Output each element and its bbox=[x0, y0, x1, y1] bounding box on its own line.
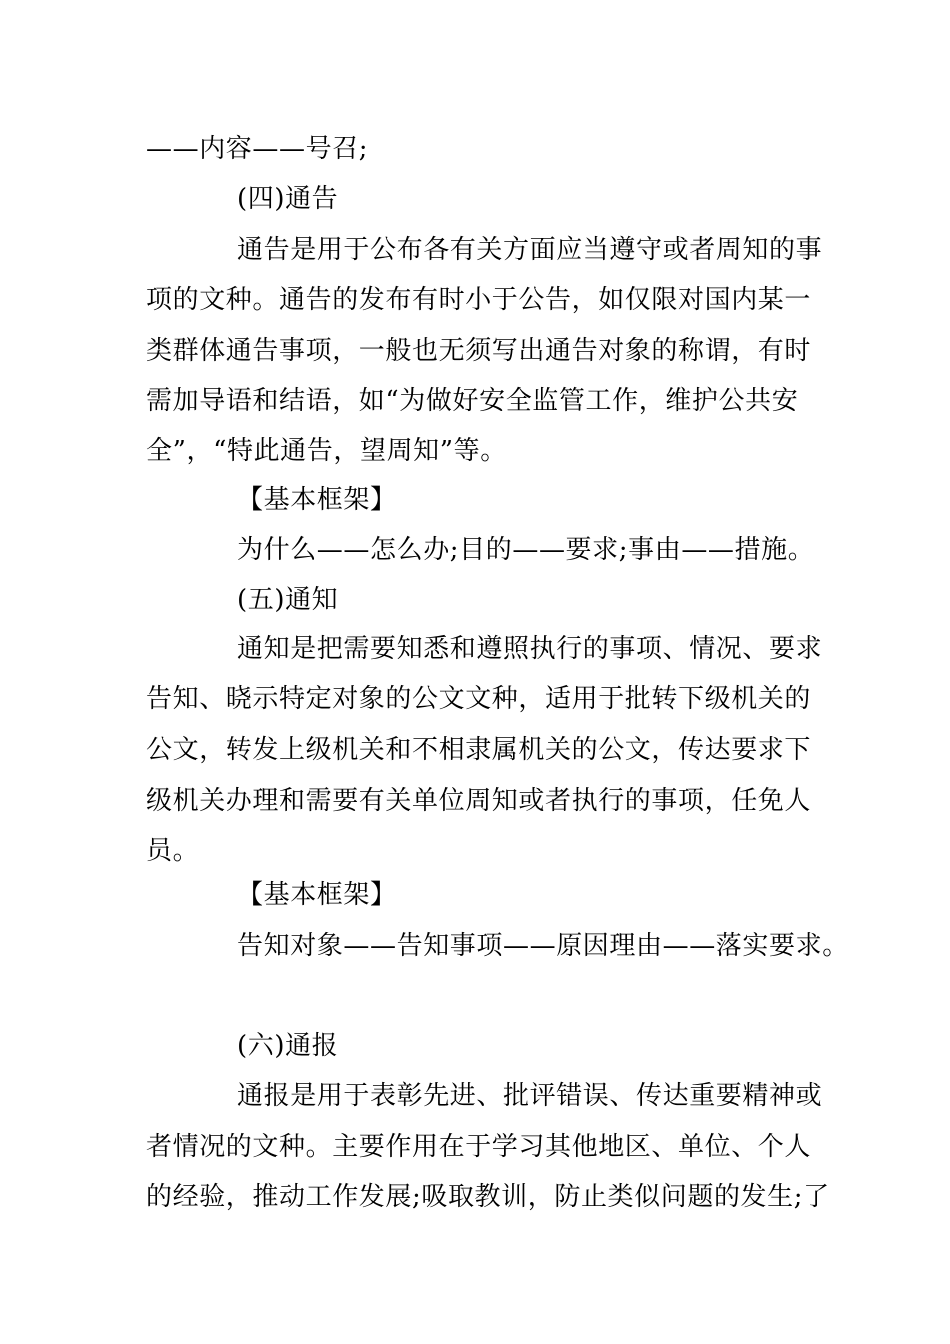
section-heading: (四)通告 bbox=[237, 184, 339, 214]
paragraph-line: 通知是把需要知悉和遵照执行的事项、情况、要求 bbox=[237, 634, 823, 664]
framework-heading: 【基本框架】 bbox=[237, 880, 397, 910]
paragraph-line: 全”，“特此通告，望周知”等。 bbox=[146, 436, 507, 466]
framework-content: 告知对象——告知事项——原因理由——落实要求。 bbox=[237, 931, 849, 961]
paragraph-line: 公文，转发上级机关和不相隶属机关的公文，传达要求下 bbox=[146, 735, 812, 765]
paragraph-line: 类群体通告事项，一般也无须写出通告对象的称谓，有时 bbox=[146, 336, 812, 366]
section-heading: (六)通报 bbox=[237, 1031, 339, 1061]
section-heading: (五)通知 bbox=[237, 585, 339, 615]
text-line: ——内容——号召; bbox=[146, 134, 369, 164]
paragraph-line: 员。 bbox=[146, 836, 200, 866]
paragraph-line: 通报是用于表彰先进、批评错误、传达重要精神或 bbox=[237, 1081, 823, 1111]
paragraph-line: 告知、晓示特定对象的公文文种，适用于批转下级机关的 bbox=[146, 684, 812, 714]
paragraph-line: 的经验，推动工作发展;吸取教训，防止类似问题的发生;了 bbox=[146, 1182, 830, 1212]
paragraph-line: 者情况的文种。主要作用在于学习其他地区、单位、个人 bbox=[146, 1132, 812, 1162]
paragraph-line: 需加导语和结语，如“为做好安全监管工作，维护公共安 bbox=[146, 386, 799, 416]
paragraph-line: 级机关办理和需要有关单位周知或者执行的事项，任免人 bbox=[146, 786, 812, 816]
paragraph-line: 项的文种。通告的发布有时小于公告，如仅限对国内某一 bbox=[146, 285, 812, 315]
framework-heading: 【基本框架】 bbox=[237, 485, 397, 515]
paragraph-line: 通告是用于公布各有关方面应当遵守或者周知的事 bbox=[237, 235, 823, 265]
framework-content: 为什么——怎么办;目的——要求;事由——措施。 bbox=[237, 535, 815, 565]
